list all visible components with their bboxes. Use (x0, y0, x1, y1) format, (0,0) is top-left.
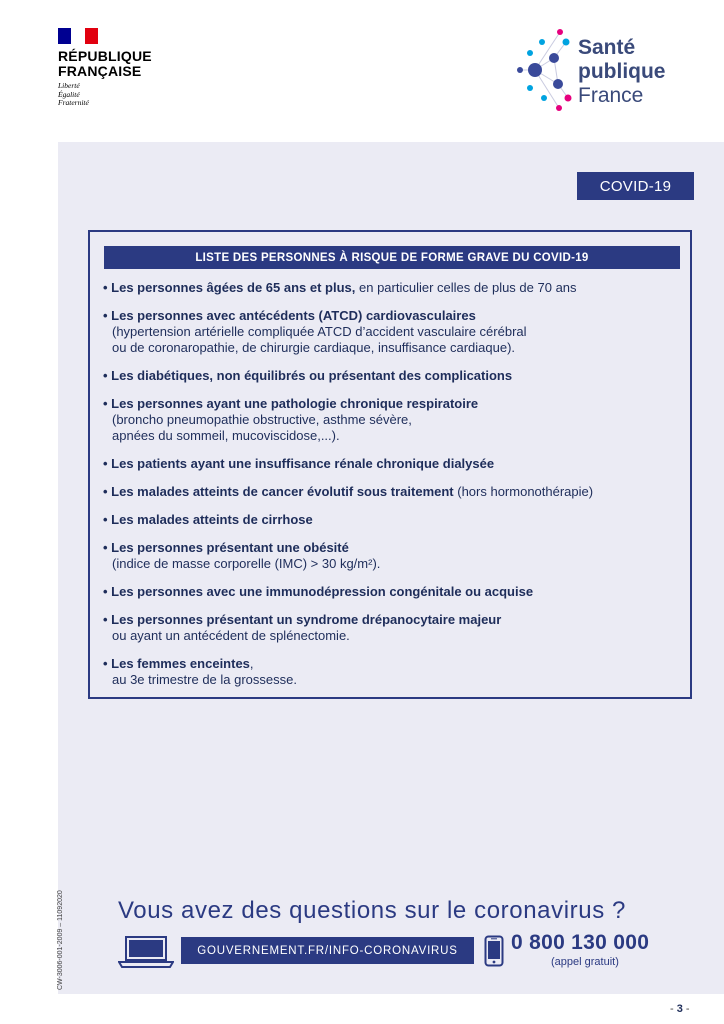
risk-item-detail: (hors hormonothérapie) (453, 484, 594, 499)
document-reference: CW-3006-001-2009 – 11092020 (57, 890, 64, 990)
bullet-icon: • (103, 512, 112, 527)
risk-list-item (103, 656, 683, 688)
risk-item-heading: Les femmes enceintes (111, 656, 250, 671)
risk-item-heading: Les diabétiques, non équilibrés ou présentant des complications (111, 368, 513, 383)
risk-item-heading: Les personnes âgées de 65 ans et plus, (111, 280, 356, 295)
coronavirus-question: Vous avez des questions sur le coronavirus ? (118, 897, 627, 924)
risk-list-box (88, 230, 692, 699)
republique-title-line1: RÉPUBLIQUE (58, 48, 152, 64)
phone-number[interactable]: 0 800 130 000 (511, 931, 650, 954)
risk-list-item (103, 540, 683, 572)
risk-item-heading: Les malades atteints de cirrhose (111, 512, 313, 527)
sante-publique-france-logo (514, 28, 674, 114)
bullet-icon: • (103, 612, 112, 627)
motto-fraternite: Fraternité (58, 98, 89, 107)
risk-item-detail: , (249, 656, 254, 671)
risk-list (103, 280, 683, 700)
risk-list-item (103, 396, 683, 444)
risk-list-item (103, 368, 683, 384)
republique-motto (58, 82, 152, 108)
republique-title-line2: FRANÇAISE (58, 63, 142, 79)
risk-item-heading: Les personnes présentant une obésité (111, 540, 349, 555)
risk-list-item (103, 512, 683, 528)
risk-item-subline: ou de coronaropathie, de chirurgie cardiaque, insuffisance cardiaque). (112, 340, 516, 355)
bullet-icon: • (103, 280, 112, 295)
page-number: - 3 - (670, 1003, 690, 1015)
bullet-icon: • (103, 484, 112, 499)
risk-list-item (103, 280, 683, 296)
risk-item-subline: au 3e trimestre de la grossesse. (112, 672, 297, 687)
covid-badge: COVID-19 (577, 172, 694, 200)
free-call-note: (appel gratuit) (551, 956, 619, 968)
risk-item-subline: (hypertension artérielle compliquée ATCD d’accident vasculaire cérébral (112, 324, 527, 339)
bullet-icon: • (103, 368, 112, 383)
risk-item-subline: ou ayant un antécédent de splénectomie. (112, 628, 350, 643)
risk-list-item (103, 308, 683, 356)
spf-line-sante: Santé (578, 36, 636, 59)
info-coronavirus-link[interactable]: GOUVERNEMENT.FR/INFO-CORONAVIRUS (181, 937, 474, 964)
bullet-icon: • (103, 396, 112, 411)
risk-item-heading: Les personnes avec une immunodépression congénitale ou acquise (111, 584, 534, 599)
bullet-icon: • (103, 540, 112, 555)
spf-dots-icon (514, 28, 576, 114)
republique-title (58, 49, 152, 79)
bullet-icon: • (103, 308, 112, 323)
page-number-value: 3 (676, 1003, 683, 1015)
spf-line-france: France (578, 84, 644, 107)
risk-item-heading: Les personnes présentant un syndrome drépanocytaire majeur (111, 612, 502, 627)
risk-item-subline: apnées du sommeil, mucoviscidose,...). (112, 428, 340, 443)
risk-list-item (103, 584, 683, 600)
motto-egalite: Égalité (58, 89, 80, 99)
bullet-icon: • (103, 456, 112, 471)
risk-item-subline: (broncho pneumopathie obstructive, asthme sévère, (112, 412, 412, 427)
french-flag-icon (58, 28, 98, 44)
bullet-icon: • (103, 656, 112, 671)
risk-item-heading: Les personnes ayant une pathologie chronique respiratoire (111, 396, 479, 411)
risk-item-heading: Les personnes avec antécédents (ATCD) cardiovasculaires (111, 308, 476, 323)
spf-line-publique: publique (578, 60, 666, 83)
risk-list-item (103, 484, 683, 500)
republique-francaise-logo (58, 28, 152, 108)
spf-wordmark (578, 36, 666, 108)
risk-list-item (103, 612, 683, 644)
risk-list-title: LISTE DES PERSONNES À RISQUE DE FORME GRAVE DU COVID-19 (104, 246, 680, 269)
laptop-icon (118, 936, 174, 968)
bullet-icon: • (103, 584, 112, 599)
risk-item-heading: Les patients ayant une insuffisance rénale chronique dialysée (111, 456, 495, 471)
risk-item-detail: en particulier celles de plus de 70 ans (355, 280, 577, 295)
smartphone-icon (484, 935, 504, 967)
motto-liberte: Liberté (58, 81, 80, 90)
risk-item-subline: (indice de masse corporelle (IMC) > 30 kg/m²). (112, 556, 381, 571)
risk-list-item (103, 456, 683, 472)
risk-item-heading: Les malades atteints de cancer évolutif sous traitement (111, 484, 454, 499)
